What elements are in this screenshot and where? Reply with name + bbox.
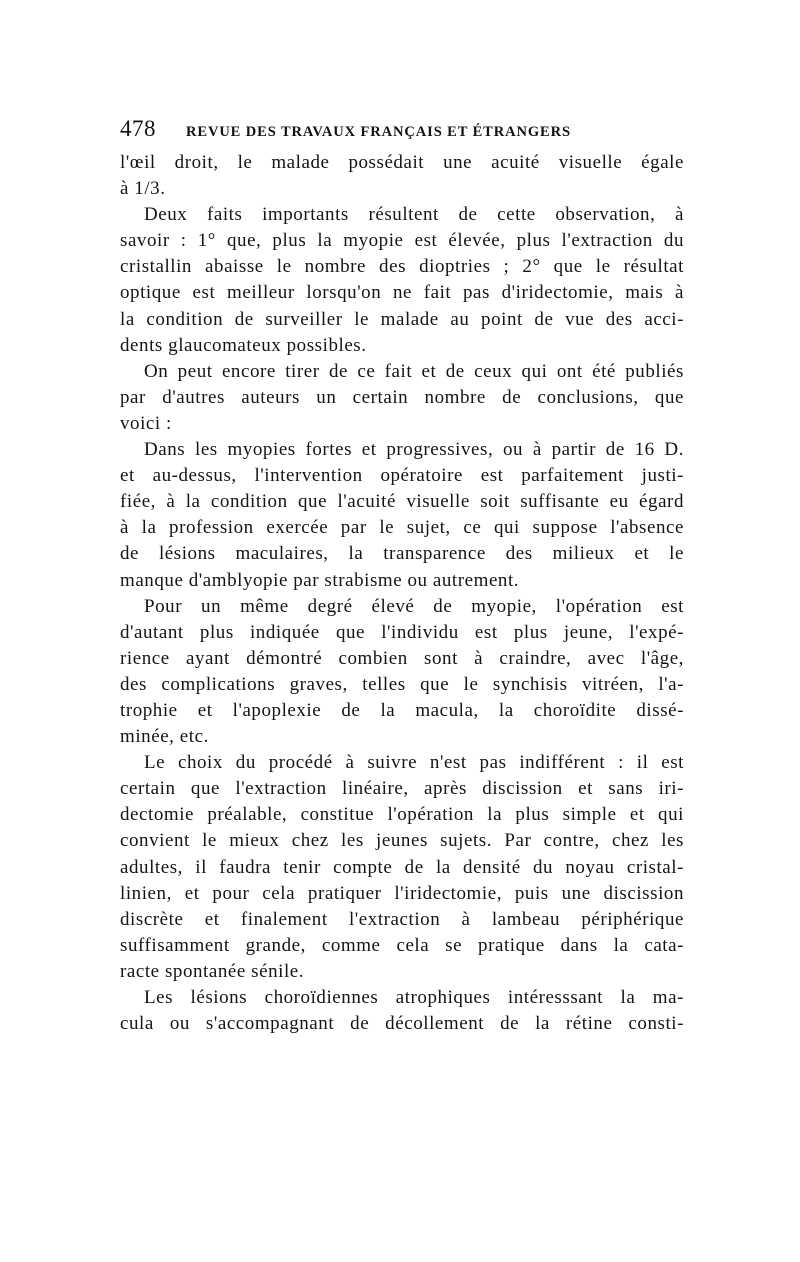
- text-line: linien, et pour cela pratiquer l'iridectomie, puis une discission: [120, 882, 684, 904]
- running-head: REVUE DES TRAVAUX FRANÇAIS ET ÉTRANGERS: [186, 124, 571, 140]
- text-line: cristallin abaisse le nombre des dioptries ; 2° que le résultat: [120, 256, 684, 278]
- text-line: Le choix du procédé à suivre n'est pas indifférent : il est: [144, 752, 684, 774]
- text-line: convient le mieux chez les jeunes sujets. Par contre, chez les: [120, 830, 684, 852]
- paragraph: [120, 594, 684, 751]
- text-line: à la profession exercée par le sujet, ce qui suppose l'absence: [120, 517, 684, 539]
- text-line: racte spontanée sénile.: [120, 960, 305, 982]
- text-line: et au-dessus, l'intervention opératoire est parfaitement justi-: [120, 465, 684, 487]
- text-line: rience ayant démontré combien sont à craindre, avec l'âge,: [120, 647, 684, 669]
- text-line: certain que l'extraction linéaire, après discission et sans iri-: [120, 778, 684, 800]
- text-line: fiée, à la condition que l'acuité visuelle soit suffisante eu égard: [120, 491, 684, 513]
- text-line: Dans les myopies fortes et progressives, ou à partir de 16 D.: [144, 439, 684, 461]
- text-line: cula ou s'accompagnant de décollement de la rétine consti-: [120, 1013, 684, 1035]
- text-line: suffisamment grande, comme cela se pratique dans la cata-: [120, 934, 684, 956]
- text-line: On peut encore tirer de ce fait et de ceux qui ont été publiés: [144, 360, 684, 382]
- text-line: voici :: [120, 412, 172, 434]
- body-text: [120, 150, 684, 1037]
- text-line: optique est meilleur lorsqu'on ne fait pas d'iridectomie, mais à: [120, 282, 684, 304]
- page-number: 478: [120, 116, 156, 141]
- text-line: savoir : 1° que, plus la myopie est élevée, plus l'extraction du: [120, 230, 684, 252]
- text-line: à 1/3.: [120, 178, 166, 200]
- text-line: discrète et finalement l'extraction à lambeau périphérique: [120, 908, 684, 930]
- text-line: Pour un même degré élevé de myopie, l'opération est: [144, 595, 684, 617]
- text-line: par d'autres auteurs un certain nombre de conclusions, que: [120, 386, 684, 408]
- text-line: de lésions maculaires, la transparence des milieux et le: [120, 543, 684, 565]
- paragraph: [120, 202, 684, 359]
- paragraph: [120, 359, 684, 437]
- paragraph: [120, 437, 684, 594]
- text-line: Deux faits importants résultent de cette observation, à: [144, 204, 684, 226]
- text-line: Les lésions choroïdiennes atrophiques intéresssant la ma-: [144, 987, 684, 1008]
- page-header: [120, 116, 684, 144]
- paragraph: [120, 750, 684, 985]
- paragraph: [120, 985, 684, 1037]
- text-line: l'œil droit, le malade possédait une acuité visuelle égale: [120, 152, 684, 173]
- text-line: minée, etc.: [120, 726, 209, 748]
- text-line: trophie et l'apoplexie de la macula, la choroïdite dissé-: [120, 699, 684, 721]
- paragraph: [120, 150, 684, 202]
- text-line: la condition de surveiller le malade au point de vue des acci-: [120, 308, 684, 330]
- text-line: dectomie préalable, constitue l'opération la plus simple et qui: [120, 804, 684, 826]
- text-line: adultes, il faudra tenir compte de la densité du noyau cristal-: [120, 856, 684, 878]
- text-line: d'autant plus indiquée que l'individu est plus jeune, l'expé-: [120, 621, 684, 643]
- text-line: dents glaucomateux possibles.: [120, 334, 367, 356]
- text-line: manque d'amblyopie par strabisme ou autrement.: [120, 569, 520, 591]
- text-line: des complications graves, telles que le synchisis vitréen, l'a-: [120, 673, 684, 695]
